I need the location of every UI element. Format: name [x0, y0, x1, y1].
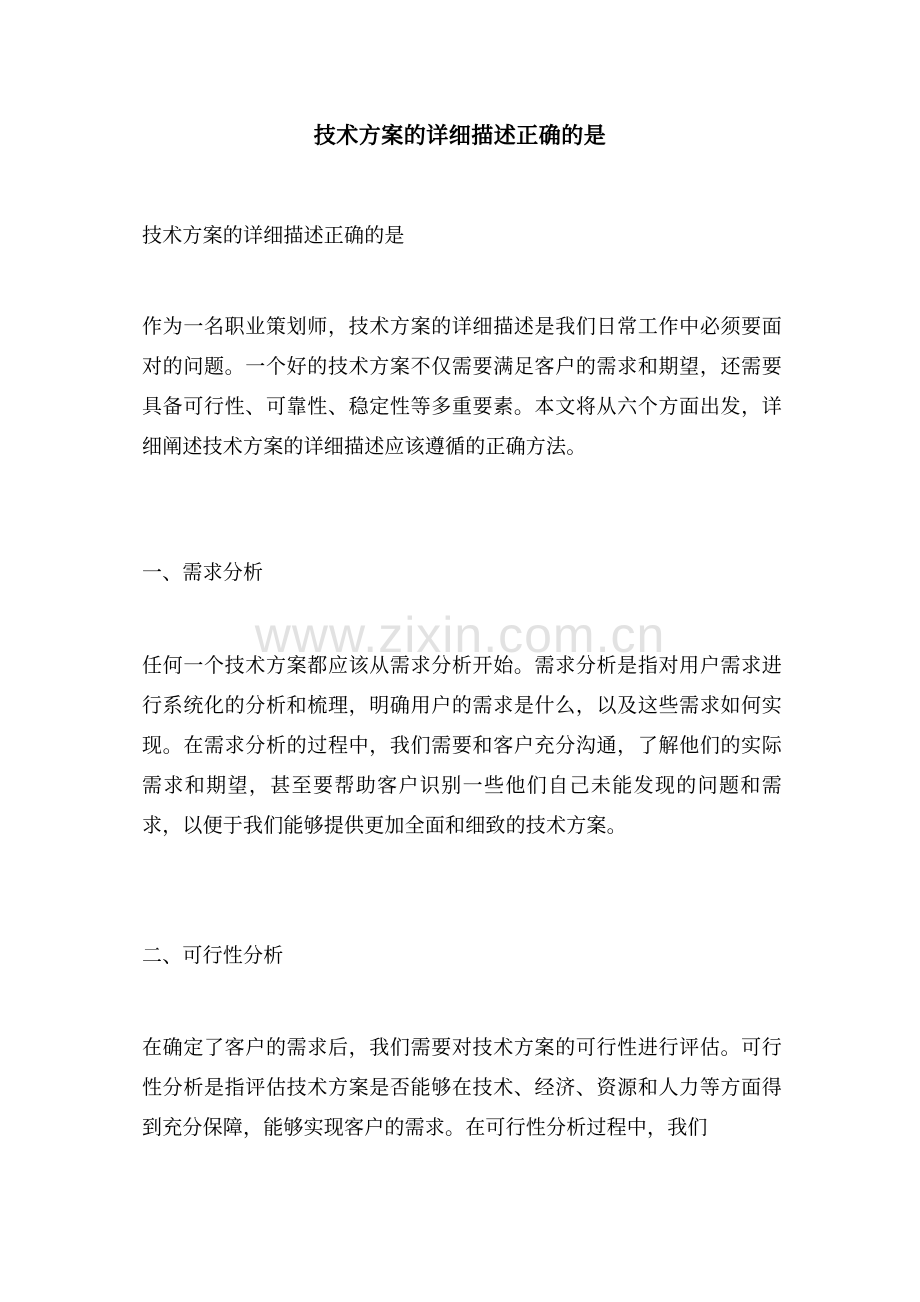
document-subtitle: 技术方案的详细描述正确的是 — [142, 223, 405, 247]
requirements-paragraph: 任何一个技术方案都应该从需求分析开始。需求分析是指对用户需求进行系统化的分析和梳理，明确用户的需求是什么，以及这些需求如何实现。在需求分析的过程中，我们需要和客户充分沟通，了解他们的实际需求和期望，甚至要帮助客户识别一些他们自己未能发现的问题和需求，以便于我们能够提供更加全面和细致的技术方案。 — [142, 653, 782, 837]
watermark: www.zixin.com.cn — [254, 607, 666, 663]
section-heading-requirements: 一、需求分析 — [142, 560, 264, 584]
document-title: 技术方案的详细描述正确的是 — [313, 123, 607, 149]
feasibility-paragraph: 在确定了客户的需求后，我们需要对技术方案的可行性进行评估。可行性分析是指评估技术方案是否能够在技术、经济、资源和人力等方面得到充分保障，能够实现客户的需求。在可行性分析过程中，我们 — [142, 1035, 782, 1139]
intro-paragraph: 作为一名职业策划师，技术方案的详细描述是我们日常工作中必须要面对的问题。一个好的技术方案不仅需要满足客户的需求和期望，还需要具备可行性、可靠性、稳定性等多重要素。本文将从六个方面出发，详细阐述技术方案的详细描述应该遵循的正确方法。 — [142, 314, 782, 458]
section-heading-feasibility: 二、可行性分析 — [142, 943, 284, 967]
